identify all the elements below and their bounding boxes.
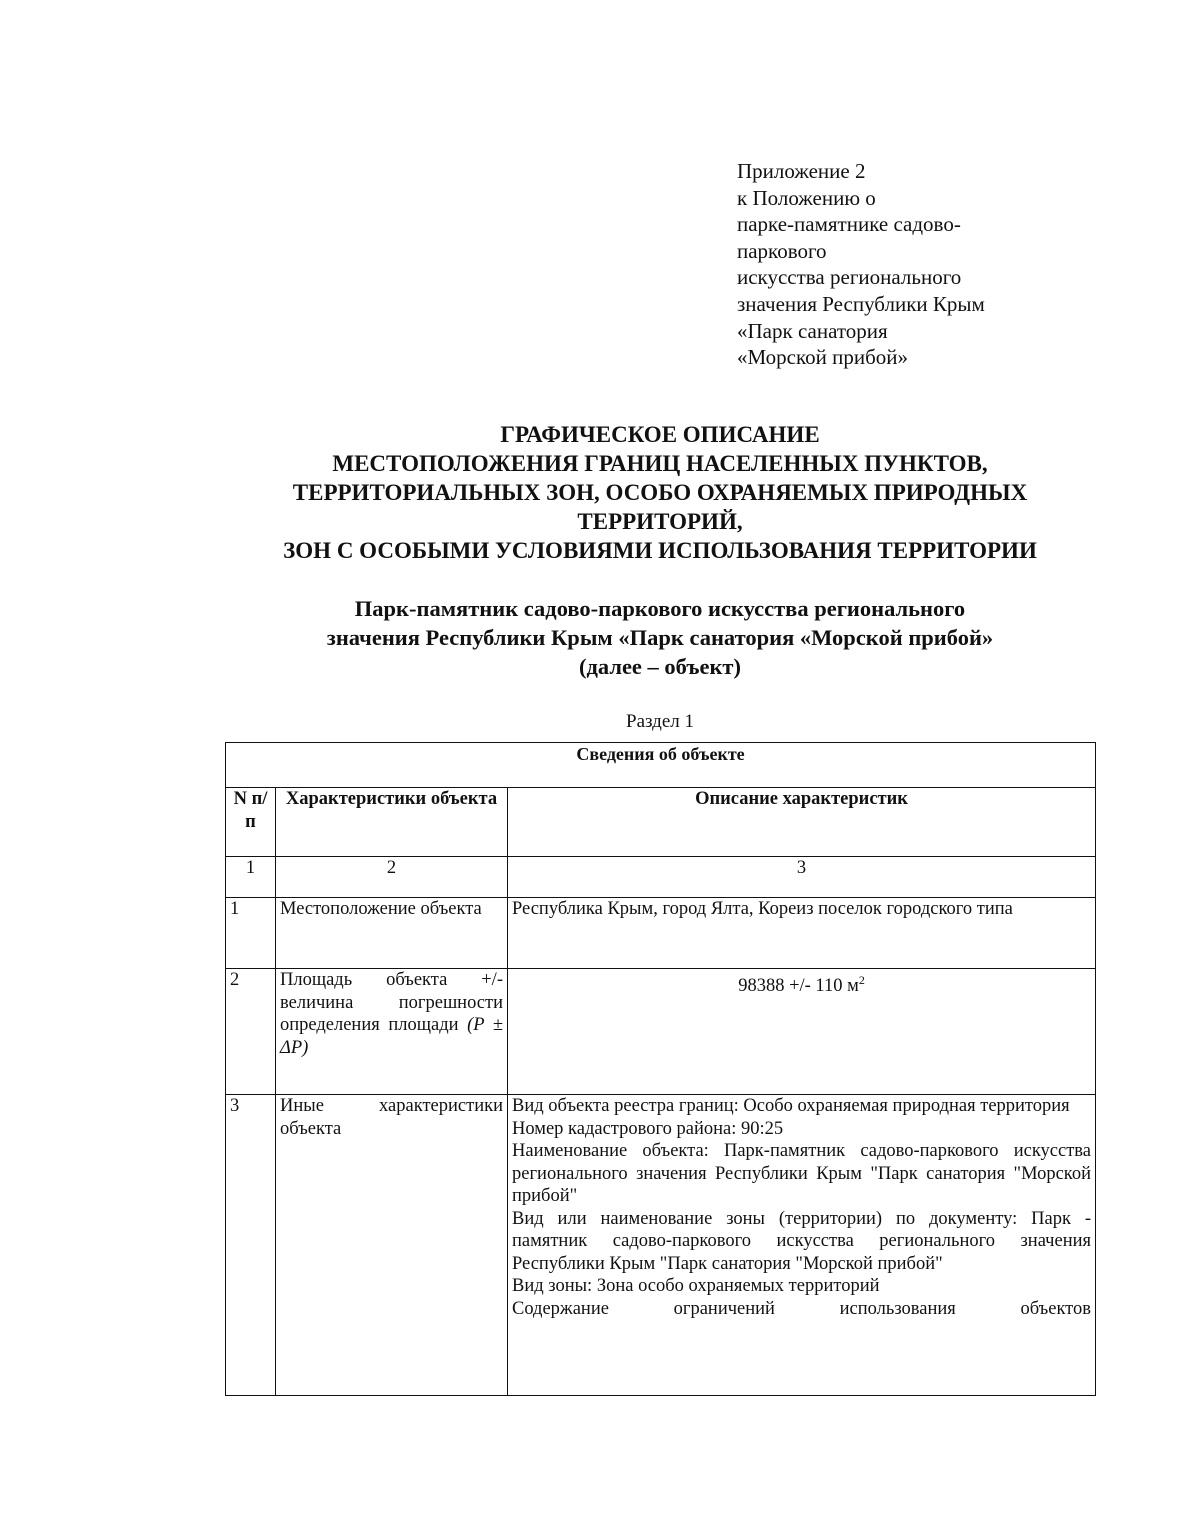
appendix-note xyxy=(737,158,1137,371)
row-number: 1 xyxy=(226,898,276,969)
row-value: Республика Крым, город Ялта, Кореиз поселок городского типа xyxy=(508,898,1096,969)
description-line: Наименование объекта: Парк-памятник садово-паркового искусства регионального значения Республики Крым "Парк санатория "Морской прибой" xyxy=(512,1141,1092,1206)
description-line: Вид или наименование зоны (территории) по документу: Парк - памятник садово-паркового искусства регионального значения Республики Крым "Парк санатория "Морской прибой" xyxy=(512,1208,1092,1274)
appendix-line: к Положению о xyxy=(737,185,876,210)
appendix-line: искусства регионального xyxy=(737,265,962,290)
table-row xyxy=(226,898,1096,969)
description-line: Номер кадастрового района: 90:25 xyxy=(512,1118,784,1139)
appendix-line: «Парк санатория xyxy=(737,318,888,343)
column-number: 1 xyxy=(226,857,276,898)
section-label: Раздел 1 xyxy=(626,711,694,732)
subtitle-line: (далее – объект) xyxy=(579,654,741,679)
appendix-line: парке-памятнике садово- xyxy=(737,212,961,237)
appendix-line: паркового xyxy=(737,238,827,263)
title-line: ТЕРРИТОРИЙ, xyxy=(577,509,743,534)
table-row xyxy=(226,1095,1096,1396)
row-value xyxy=(508,969,1096,1095)
row-characteristic: Местоположение объекта xyxy=(276,898,508,969)
appendix-line: Приложение 2 xyxy=(737,159,866,183)
row-number: 3 xyxy=(226,1095,276,1396)
table-caption-row xyxy=(226,743,1096,788)
row-characteristic-text: Площадь объекта +/- величина погрешности определения площади xyxy=(280,970,503,1035)
title-line: ТЕРРИТОРИАЛЬНЫХ ЗОН, ОСОБО ОХРАНЯЕМЫХ ПРИРОДНЫХ xyxy=(292,480,1028,505)
appendix-line: значения Республики Крым xyxy=(737,291,985,316)
object-info-table xyxy=(225,742,1096,1396)
column-number: 3 xyxy=(508,857,1096,898)
title-line: МЕСТОПОЛОЖЕНИЯ ГРАНИЦ НАСЕЛЕННЫХ ПУНКТОВ, xyxy=(332,451,988,476)
header-description: Описание характеристик xyxy=(508,788,1096,857)
document-subtitle xyxy=(200,594,1120,681)
row-value xyxy=(508,1095,1096,1396)
header-characteristic: Характеристики объекта xyxy=(276,788,508,857)
column-number: 2 xyxy=(276,857,508,898)
appendix-line: «Морской прибой» xyxy=(737,345,908,370)
description-line: Вид объекта реестра границ: Особо охраняемая природная территория xyxy=(512,1096,1070,1116)
area-formula: (P ± ΔP) xyxy=(280,1015,504,1058)
subtitle-line: Парк-памятник садово-паркового искусства регионального xyxy=(354,596,966,621)
area-value: 98388 +/- 110 м xyxy=(738,976,859,997)
row-characteristic xyxy=(276,969,508,1095)
table-row xyxy=(226,969,1096,1095)
description-line: Вид зоны: Зона особо охраняемых территорий xyxy=(512,1276,880,1296)
table-header-row xyxy=(226,788,1096,857)
area-unit-exponent: 2 xyxy=(858,973,865,987)
header-number: N п/п xyxy=(226,788,276,857)
title-line: ЗОН С ОСОБЫМИ УСЛОВИЯМИ ИСПОЛЬЗОВАНИЯ ТЕРРИТОРИИ xyxy=(283,538,1037,563)
table-caption: Сведения об объекте xyxy=(226,743,1096,788)
row-characteristic: Иные характеристики объекта xyxy=(276,1095,508,1396)
title-line: ГРАФИЧЕСКОЕ ОПИСАНИЕ xyxy=(500,422,820,447)
description-line: Содержание ограничений использования объектов xyxy=(512,1298,1092,1319)
column-number-row xyxy=(226,857,1096,898)
row-number: 2 xyxy=(226,969,276,1095)
document-title xyxy=(200,420,1120,565)
subtitle-line: значения Республики Крым «Парк санатория «Морской прибой» xyxy=(326,625,994,650)
